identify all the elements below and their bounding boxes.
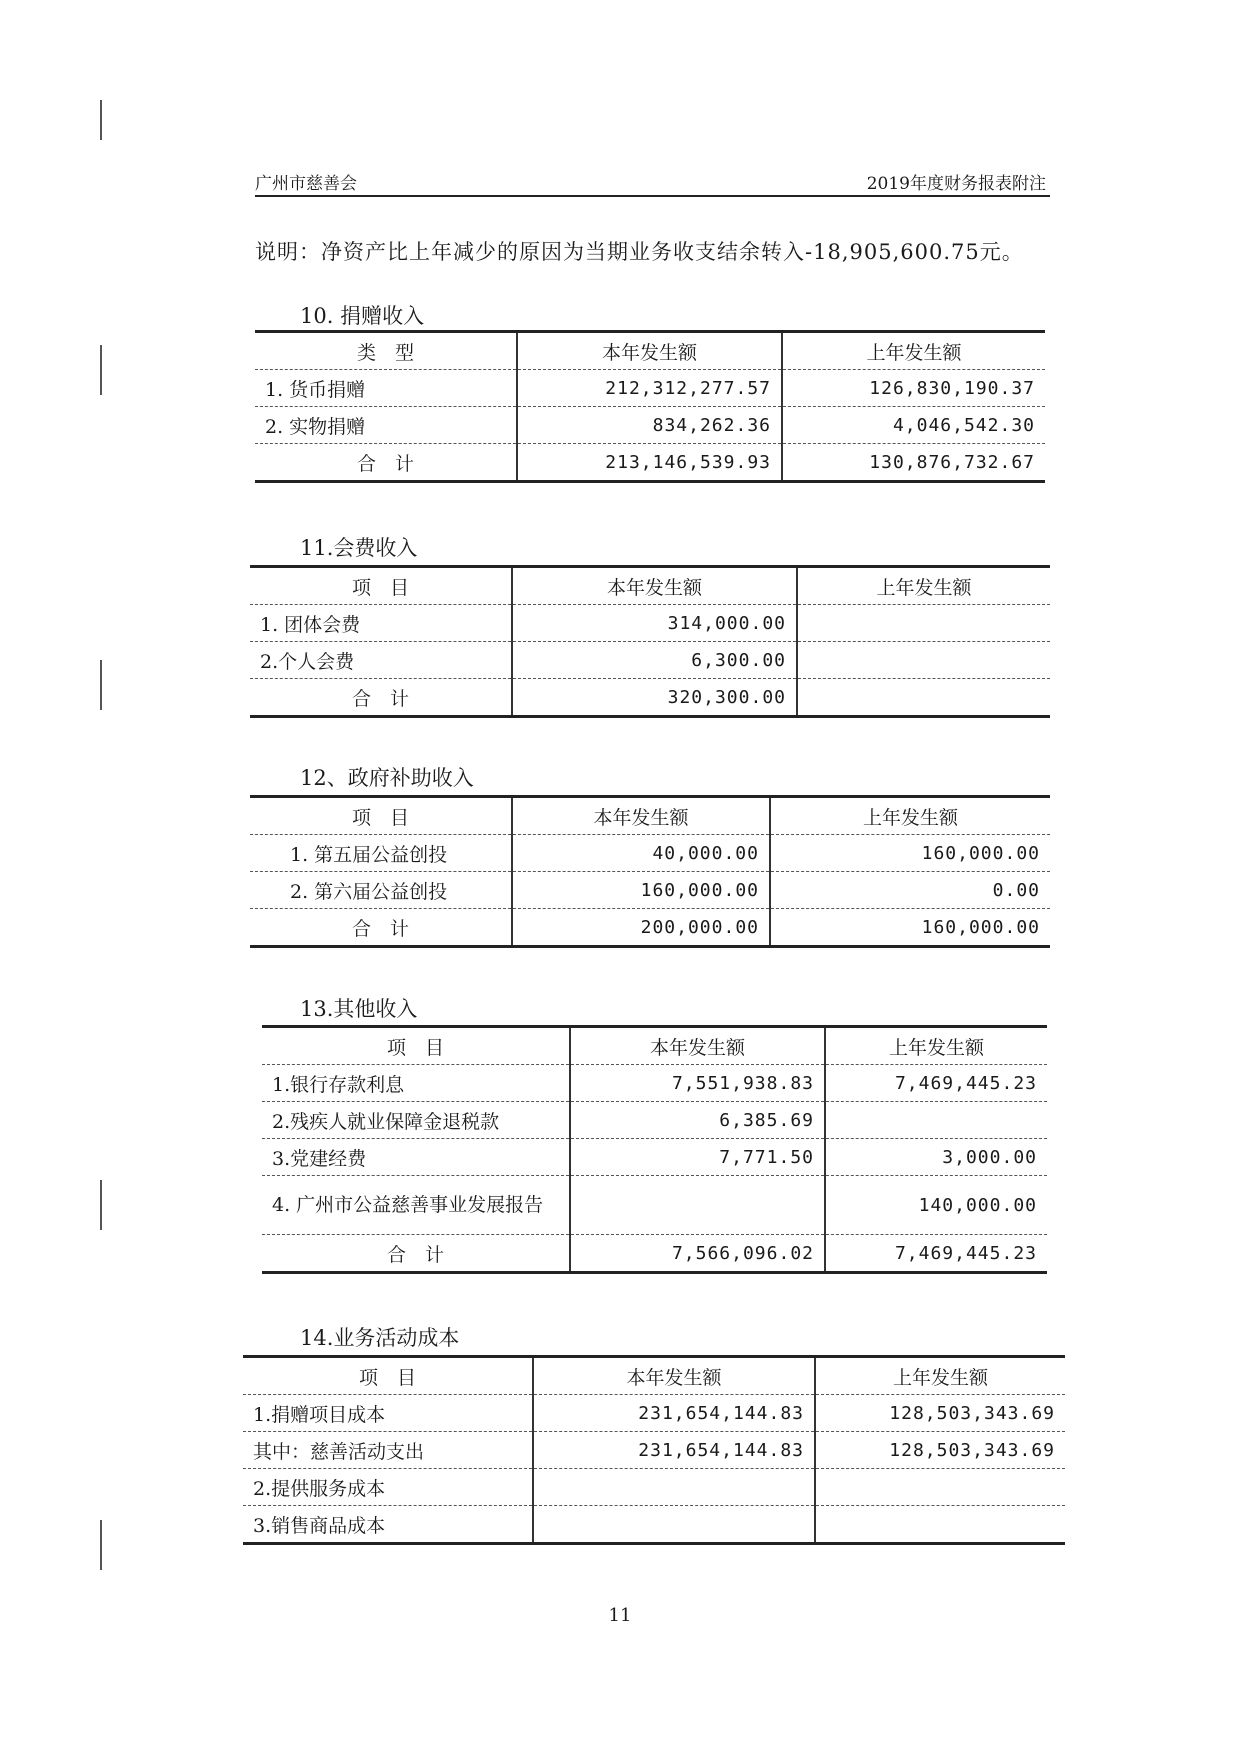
row-label: 3.销售商品成本 (243, 1506, 533, 1544)
current-value: 7,551,938.83 (570, 1065, 825, 1102)
current-value: 7,771.50 (570, 1139, 825, 1176)
table-row (243, 1506, 1065, 1544)
section-title-13: 13.其他收入 (300, 997, 418, 1021)
prior-value (797, 605, 1050, 642)
section-title-12: 12、政府补助收入 (300, 766, 474, 790)
binding-mark (100, 1520, 102, 1570)
current-value: 7,566,096.02 (570, 1235, 825, 1273)
current-value: 6,300.00 (512, 642, 797, 679)
total-row (250, 909, 1050, 947)
table-header-row (255, 332, 1045, 370)
col-current-year: 本年发生额 (517, 332, 782, 370)
current-value: 213,146,539.93 (517, 444, 782, 482)
page-header (255, 165, 1050, 197)
col-prior-year: 上年发生额 (797, 567, 1050, 605)
table-row (250, 872, 1050, 909)
row-label: 1.银行存款利息 (262, 1065, 570, 1102)
membership-fee-table (250, 565, 1050, 718)
donation-income-table (255, 330, 1045, 483)
table-row (250, 642, 1050, 679)
binding-mark (100, 100, 102, 140)
prior-value: 130,876,732.67 (782, 444, 1045, 482)
page-number: 11 (608, 1605, 632, 1626)
current-value: 314,000.00 (512, 605, 797, 642)
header-org: 广州市慈善会 (255, 174, 357, 194)
section-title-14: 14.业务活动成本 (300, 1326, 460, 1350)
row-label: 3.党建经费 (262, 1139, 570, 1176)
row-label: 1.捐赠项目成本 (243, 1395, 533, 1432)
row-label: 2. 实物捐赠 (255, 407, 517, 444)
row-label: 其中：慈善活动支出 (243, 1432, 533, 1469)
row-label: 2. 第六届公益创投 (250, 872, 512, 909)
table-header-row (250, 797, 1050, 835)
table-row (250, 835, 1050, 872)
prior-value: 4,046,542.30 (782, 407, 1045, 444)
prior-value: 140,000.00 (825, 1176, 1047, 1235)
current-value (570, 1176, 825, 1235)
table-header-row (250, 567, 1050, 605)
prior-value: 7,469,445.23 (825, 1235, 1047, 1273)
current-value: 231,654,144.83 (533, 1432, 815, 1469)
current-value (533, 1506, 815, 1544)
other-income-table (262, 1025, 1047, 1274)
table-row (243, 1395, 1065, 1432)
col-item: 项 目 (243, 1357, 533, 1395)
prior-value: 3,000.00 (825, 1139, 1047, 1176)
col-current-year: 本年发生额 (512, 567, 797, 605)
total-row (262, 1235, 1047, 1273)
total-row (250, 679, 1050, 717)
section-title-10: 10. 捐赠收入 (300, 304, 425, 328)
col-current-year: 本年发生额 (570, 1027, 825, 1065)
binding-mark (100, 660, 102, 710)
header-report: 2019年度财务报表附注 (866, 174, 1046, 194)
prior-value: 160,000.00 (770, 909, 1050, 947)
current-value: 6,385.69 (570, 1102, 825, 1139)
table-header-row (243, 1357, 1065, 1395)
current-value: 212,312,277.57 (517, 370, 782, 407)
current-value: 320,300.00 (512, 679, 797, 717)
prior-value: 126,830,190.37 (782, 370, 1045, 407)
row-label: 合 计 (262, 1235, 570, 1273)
current-value: 160,000.00 (512, 872, 770, 909)
row-label: 4. 广州市公益慈善事业发展报告 (262, 1176, 570, 1235)
table-row (262, 1139, 1047, 1176)
prior-value (797, 679, 1050, 717)
prior-value (815, 1469, 1065, 1506)
table-row (255, 407, 1045, 444)
table-header-row (262, 1027, 1047, 1065)
col-prior-year: 上年发生额 (815, 1357, 1065, 1395)
current-value: 231,654,144.83 (533, 1395, 815, 1432)
col-item: 项 目 (262, 1027, 570, 1065)
total-row (255, 444, 1045, 482)
prior-value: 128,503,343.69 (815, 1395, 1065, 1432)
table-row (255, 370, 1045, 407)
table-row (243, 1469, 1065, 1506)
table-row (262, 1102, 1047, 1139)
prior-value: 160,000.00 (770, 835, 1050, 872)
prior-value (797, 642, 1050, 679)
binding-mark (100, 345, 102, 395)
table-row (250, 605, 1050, 642)
current-value (533, 1469, 815, 1506)
table-row (262, 1176, 1047, 1235)
col-item: 项 目 (250, 567, 512, 605)
row-label: 2.个人会费 (250, 642, 512, 679)
row-label: 2.残疾人就业保障金退税款 (262, 1102, 570, 1139)
current-value: 200,000.00 (512, 909, 770, 947)
col-prior-year: 上年发生额 (825, 1027, 1047, 1065)
note-text: 说明：净资产比上年减少的原因为当期业务收支结余转入-18,905,600.75元。 (255, 240, 1024, 264)
row-label: 合 计 (250, 909, 512, 947)
prior-value (815, 1506, 1065, 1544)
prior-value: 0.00 (770, 872, 1050, 909)
row-label: 1. 团体会费 (250, 605, 512, 642)
section-title-11: 11.会费收入 (300, 536, 418, 560)
prior-value: 7,469,445.23 (825, 1065, 1047, 1102)
row-label: 1. 第五届公益创投 (250, 835, 512, 872)
business-activity-cost-table (243, 1355, 1065, 1545)
binding-mark (100, 1180, 102, 1230)
government-subsidy-table (250, 795, 1050, 948)
prior-value: 128,503,343.69 (815, 1432, 1065, 1469)
current-value: 834,262.36 (517, 407, 782, 444)
row-label: 合 计 (255, 444, 517, 482)
col-prior-year: 上年发生额 (770, 797, 1050, 835)
table-row (243, 1432, 1065, 1469)
table-row (262, 1065, 1047, 1102)
col-item: 项 目 (250, 797, 512, 835)
row-label: 1. 货币捐赠 (255, 370, 517, 407)
col-current-year: 本年发生额 (512, 797, 770, 835)
col-type: 类 型 (255, 332, 517, 370)
col-current-year: 本年发生额 (533, 1357, 815, 1395)
prior-value (825, 1102, 1047, 1139)
current-value: 40,000.00 (512, 835, 770, 872)
row-label: 合 计 (250, 679, 512, 717)
col-prior-year: 上年发生额 (782, 332, 1045, 370)
row-label: 2.提供服务成本 (243, 1469, 533, 1506)
